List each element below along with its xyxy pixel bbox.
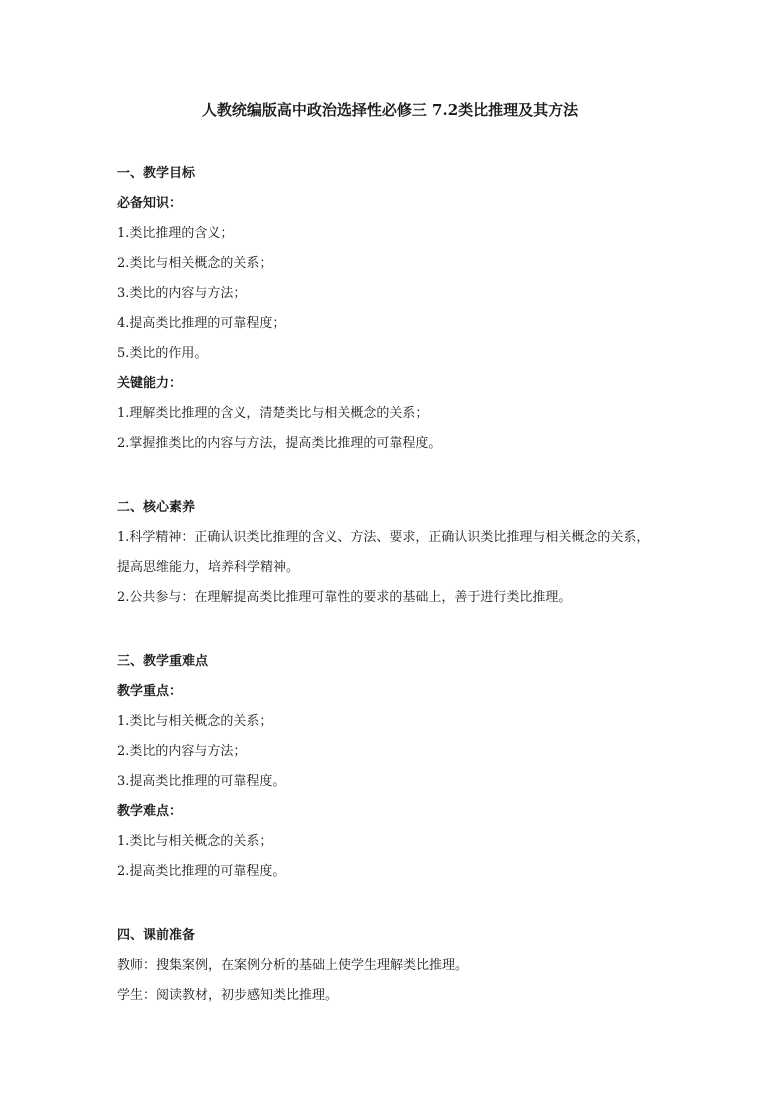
- section-core-literacy: [117, 493, 673, 613]
- section-key-difficult-points: [117, 647, 673, 887]
- section-heading: 四、课前准备: [117, 928, 196, 943]
- list-item: 5.类比的作用。: [117, 346, 208, 361]
- paragraph-line: 学生：阅读教材，初步感知类比推理。: [117, 988, 339, 1003]
- list-item: 1.理解类比推理的含义，清楚类比与相关概念的关系；: [117, 406, 429, 421]
- paragraph-line: 1.科学精神：正确认识类比推理的含义、方法、要求，正确认识类比推理与相关概念的关系，: [117, 530, 650, 545]
- list-item: 1.类比推理的含义；: [117, 226, 234, 241]
- document-title: 人教统编版高中政治选择性必修三 7.2类比推理及其方法: [201, 101, 579, 119]
- list-item: 3.类比的内容与方法；: [117, 286, 247, 301]
- subheading-key-abilities: 关键能力：: [117, 376, 183, 391]
- subheading-essential-knowledge: 必备知识：: [117, 196, 183, 211]
- paragraph-line: 教师：搜集案例，在案例分析的基础上使学生理解类比推理。: [117, 958, 469, 973]
- list-item: 2.类比的内容与方法；: [117, 744, 247, 759]
- list-item: 2.掌握推类比的内容与方法，提高类比推理的可靠程度。: [117, 436, 442, 451]
- list-item: 1.类比与相关概念的关系；: [117, 834, 273, 849]
- subheading-teaching-focus: 教学重点：: [117, 684, 183, 699]
- list-item: 4.提高类比推理的可靠程度；: [117, 316, 286, 331]
- section-heading: 三、教学重难点: [117, 654, 209, 669]
- subheading-teaching-difficulty: 教学难点：: [117, 804, 183, 819]
- list-item: 2.提高类比推理的可靠程度。: [117, 864, 286, 879]
- section-pre-class-preparation: [117, 921, 673, 1011]
- paragraph-line: 2.公共参与：在理解提高类比推理可靠性的要求的基础上，善于进行类比推理。: [117, 590, 572, 605]
- section-heading: 二、核心素养: [117, 500, 196, 515]
- paragraph-line: 提高思维能力，培养科学精神。: [117, 560, 300, 575]
- section-heading: 一、教学目标: [117, 166, 196, 181]
- section-teaching-objectives: [117, 159, 673, 459]
- document-body: [117, 159, 673, 1011]
- list-item: 3.提高类比推理的可靠程度。: [117, 774, 286, 789]
- list-item: 1.类比与相关概念的关系；: [117, 714, 273, 729]
- list-item: 2.类比与相关概念的关系；: [117, 256, 273, 271]
